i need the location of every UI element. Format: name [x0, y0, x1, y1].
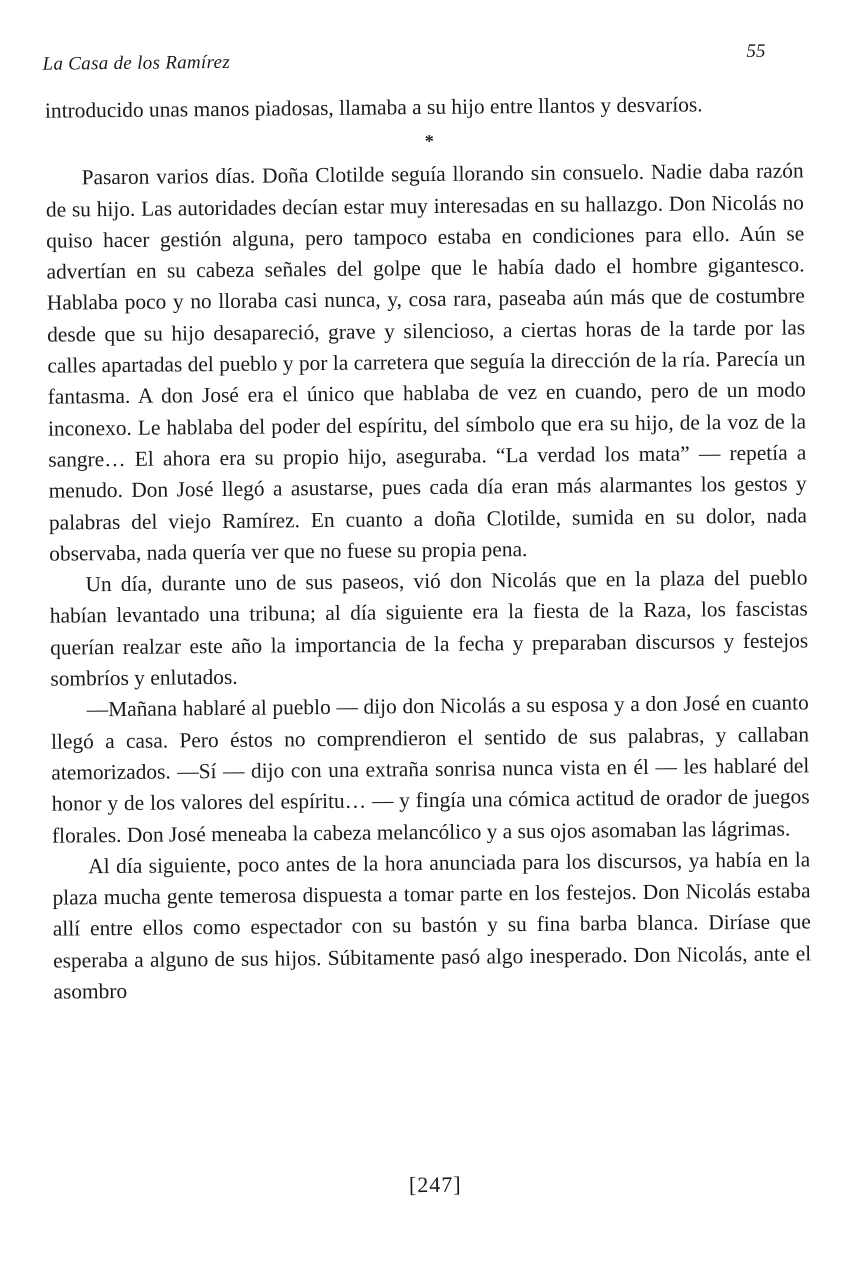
paragraph: Al día siguiente, poco antes de la hora anunciada para los discursos, ya había en la plaza mucha gente temerosa dispuesta a tomar parte en los festejos. Don Nicolás estaba allí entre ellos como espectador con su bastón y su fina barba blanca. Diríase que esperaba a alguno de sus hijos. Súbitamente pasó algo inesperado. Don Nicolás, ante el asombro: [52, 847, 812, 1004]
folio-number: [247]: [408, 1171, 462, 1198]
body-text: [45, 88, 812, 1008]
paragraph: introducido unas manos piadosas, llamaba a su hijo entre llantos y desvaríos.: [44, 92, 703, 123]
running-title: La Casa de los Ramírez: [42, 51, 231, 75]
paragraph: —Mañana hablaré al pueblo — dijo don Nicolás a su esposa y a don José en cuanto llegó a casa. Pero éstos no comprendieron el sentido de sus palabras, y callaban atemorizados. —Sí — dijo con una extraña sonrisa nunca vista en él — les hablaré del honor y de los valores del espíritu… — y fingía una cómica actitud de orador de juegos florales. Don José meneaba la cabeza melancólico y a sus ojos asomaban las lágrimas.: [50, 690, 810, 848]
paragraph: Pasaron varios días. Doña Clotilde seguía llorando sin consuelo. Nadie daba razón de su hijo. Las autoridades decían estar muy interesadas en su hallazgo. Don Nicolás no quiso hacer gestión alguna, pero tampoco estaba en condiciones para ello. Aún se advertían en su cabeza señales del golpe que le había dado el hombre gigantesco. Hablaba poco y no lloraba casi nunca, y, cosa rara, paseaba aún más que de costumbre desde que su hijo desapareció, grave y silencioso, a ciertas horas de la tarde por las calles apartadas del pueblo y por la carretera que seguía la dirección de la ría. Parecía un fantasma. A don José era el único que hablaba de vez en cuando, pero de un modo inconexo. Le hablaba del poder del espíritu, del símbolo que era su hijo, de la voz de la sangre… El ahora era su propio hijo, aseguraba. “La verdad los mata” — repetía a menudo. Don José llegó a asustarse, pues cada día eran más alarmantes los gestos y palabras del viejo Ramírez. En cuanto a doña Clotilde, sumida en su dolor, nada observaba, nada quería ver que no fuese su propia pena.: [45, 158, 808, 566]
paragraph: Un día, durante uno de sus paseos, vió don Nicolás que en la plaza del pueblo habían levantado una tribuna; al día siguiente era la fiesta de la Raza, los fascistas querían realzar este año la importancia de la fecha y preparaban discursos y festejos sombríos y enlutados.: [49, 565, 809, 691]
section-separator: *: [424, 131, 434, 152]
page-number: 55: [746, 40, 766, 62]
